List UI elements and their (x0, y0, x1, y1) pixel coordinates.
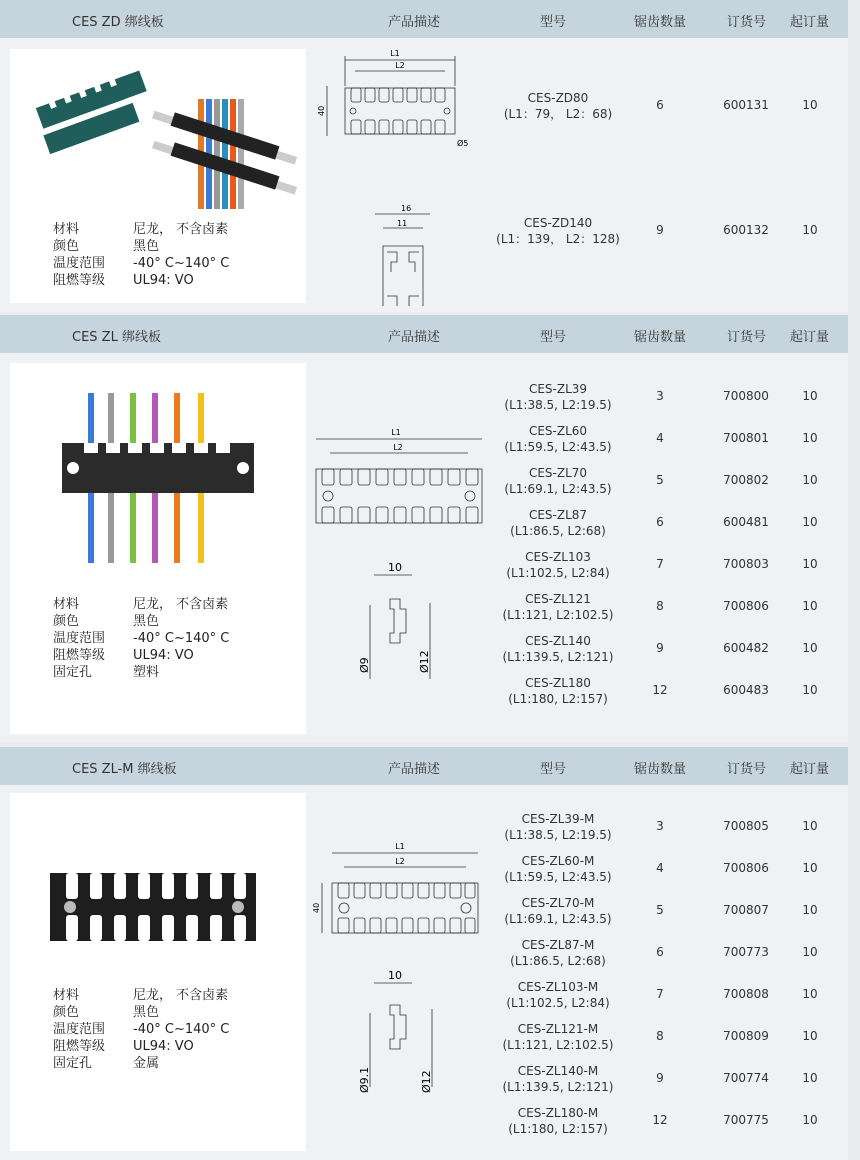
spec-row: 颜色 黑色 (53, 239, 160, 254)
teeth-count: 3 (656, 389, 664, 403)
technical-drawing (310, 837, 490, 1137)
order-number: 700809 (723, 1029, 769, 1043)
model-cell (478, 675, 638, 707)
min-order-qty: 10 (802, 1071, 818, 1085)
model-name: CES-ZL39 (528, 382, 588, 396)
spec-list (53, 987, 229, 1072)
col-order: 订货号 (727, 762, 767, 777)
model-cell (478, 549, 638, 581)
order-number: 700773 (723, 945, 769, 959)
dim-height: 40 (312, 902, 321, 913)
dim-l1: L1 (390, 49, 400, 58)
teeth-count: 4 (656, 431, 664, 445)
min-order-qty: 10 (802, 683, 818, 697)
spec-list (53, 221, 229, 289)
model-dims: (L1:180, L2:157) (508, 1122, 608, 1136)
spec-row: 温度范围 -40° C~140° C (53, 631, 230, 646)
dim-w1: 16 (401, 204, 412, 213)
order-number: 700775 (723, 1113, 769, 1127)
dim-d2: Ø12 (420, 1070, 433, 1093)
min-order-qty: 10 (802, 431, 818, 445)
model-name: CES-ZL87 (528, 508, 588, 522)
dim-width: 10 (388, 561, 402, 574)
min-order-qty: 10 (802, 987, 818, 1001)
col-moq: 起订量 (790, 330, 830, 345)
model-dims: (L1:102.5, L2:84) (506, 566, 610, 580)
model-name: CES-ZL70 (528, 466, 588, 480)
dim-d1: Ø9 (358, 657, 371, 673)
teeth-count: 5 (656, 473, 664, 487)
teeth-count: 7 (656, 987, 664, 1001)
spec-row: 颜色 黑色 (53, 614, 160, 629)
model-cell (478, 465, 638, 497)
spec-row: 材料 尼龙， 不含卤素 (53, 222, 229, 237)
dim-l1: L1 (391, 428, 401, 437)
model-dims: (L1:38.5, L2:19.5) (504, 398, 612, 412)
model-name: CES-ZL180 (525, 676, 591, 690)
section-body-zl (0, 353, 848, 742)
dim-hole: Ø5 (457, 139, 469, 148)
min-order-qty: 10 (802, 819, 818, 833)
model-dims: (L1:86.5, L2:68) (510, 524, 606, 538)
spec-row: 材料 尼龙， 不含卤素 (53, 597, 229, 612)
col-model: 型号 (540, 762, 567, 777)
dim-width: 10 (388, 969, 402, 982)
order-number: 700808 (723, 987, 769, 1001)
teeth-count: 5 (656, 903, 664, 917)
order-number: 700800 (723, 389, 769, 403)
spec-row: 材料 尼龙， 不含卤素 (53, 988, 229, 1003)
section-title: CES ZL-M 绑线板 (72, 762, 177, 777)
model-dims: (L1:180, L2:157) (508, 692, 608, 706)
col-teeth: 锯齿数量 (634, 330, 687, 345)
model-name: CES-ZL60-M (521, 854, 595, 868)
model-dims: (L1:59.5, L2:43.5) (504, 870, 612, 884)
model-name: CES-ZL70-M (521, 896, 595, 910)
teeth-count: 8 (656, 1029, 664, 1043)
dim-height: 40 (317, 105, 326, 116)
min-order-qty: 10 (802, 1029, 818, 1043)
cable-tie-plate-illustration (10, 363, 306, 603)
section-title: CES ZD 绑线板 (72, 15, 164, 30)
model-cell (478, 895, 638, 927)
model-name: CES-ZL87-M (521, 938, 595, 952)
model-cell (478, 979, 638, 1011)
dim-d2: Ø12 (418, 650, 431, 673)
section-header-zd (0, 0, 848, 38)
order-number: 700807 (723, 903, 769, 917)
order-number: 700801 (723, 431, 769, 445)
order-number: 600482 (723, 641, 769, 655)
spec-row: 阻燃等级 UL94: VO (53, 1039, 194, 1054)
model-dims: (L1:139.5, L2:121) (502, 1080, 614, 1094)
product-photo (10, 793, 306, 1151)
col-desc: 产品描述 (388, 330, 441, 345)
teeth-count: 6 (656, 945, 664, 959)
min-order-qty: 10 (802, 945, 818, 959)
teeth-count: 6 (656, 515, 664, 529)
dim-l2: L2 (395, 61, 405, 70)
model-name: CES-ZL121-M (517, 1022, 599, 1036)
teeth-count: 9 (656, 1071, 664, 1085)
min-order-qty: 10 (802, 515, 818, 529)
teeth-count: 9 (656, 641, 664, 655)
col-order: 订货号 (727, 330, 767, 345)
model-dims: (L1:139.5, L2:121) (502, 650, 614, 664)
dim-d1: Ø9.1 (358, 1066, 371, 1093)
order-number: 700806 (723, 599, 769, 613)
model-cell (478, 1063, 638, 1095)
model-dims: (L1:69.1, L2:43.5) (504, 482, 612, 496)
model-cell (478, 937, 638, 969)
model-dims: (L1:102.5, L2:84) (506, 996, 610, 1010)
model-cell (478, 507, 638, 539)
model-dims: (L1:38.5, L2:19.5) (504, 828, 612, 842)
model-name: CES-ZL103 (525, 550, 591, 564)
model-dims: (L1:121, L2:102.5) (502, 608, 614, 622)
teeth-count: 3 (656, 819, 664, 833)
model-name: CES-ZL39-M (521, 812, 595, 826)
model-dims: (L1:121, L2:102.5) (502, 1038, 614, 1052)
min-order-qty: 10 (802, 389, 818, 403)
technical-drawing (315, 46, 485, 306)
min-order-qty: 10 (802, 473, 818, 487)
col-model: 型号 (540, 330, 567, 345)
order-number: 700774 (723, 1071, 769, 1085)
model-name: CES-ZL121 (525, 592, 591, 606)
cable-tie-plate-illustration (10, 793, 306, 1013)
col-teeth: 锯齿数量 (634, 15, 687, 30)
spec-row: 颜色 黑色 (53, 1005, 160, 1020)
model-cell (478, 853, 638, 885)
technical-drawing (310, 423, 490, 713)
model-name: CES-ZL140 (525, 634, 591, 648)
teeth-count: 12 (652, 1113, 668, 1127)
model-name: CES-ZL140-M (517, 1064, 599, 1078)
spec-row: 固定孔 金属 (53, 1056, 160, 1071)
model-dims: (L1:86.5, L2:68) (510, 954, 606, 968)
model-cell (478, 381, 638, 413)
spec-row: 固定孔 塑料 (53, 665, 160, 680)
spec-row: 温度范围 -40° C~140° C (53, 1022, 230, 1037)
col-model: 型号 (540, 15, 567, 30)
section-body-zlm (0, 785, 848, 1160)
spec-row: 温度范围 -40° C~140° C (53, 256, 230, 271)
section-title: CES ZL 绑线板 (72, 330, 161, 345)
model-cell (478, 633, 638, 665)
order-number: 700803 (723, 557, 769, 571)
teeth-count: 12 (652, 683, 668, 697)
col-teeth: 锯齿数量 (634, 762, 687, 777)
min-order-qty: 10 (802, 557, 818, 571)
min-order-qty: 10 (802, 903, 818, 917)
spec-row: 阻燃等级 UL94: VO (53, 648, 194, 663)
col-desc: 产品描述 (388, 762, 441, 777)
order-number: 700805 (723, 819, 769, 833)
model-cell (478, 1021, 638, 1053)
section-header-zl (0, 315, 848, 353)
model-cell (478, 591, 638, 623)
col-moq: 起订量 (790, 15, 830, 30)
model-name: CES-ZL180-M (517, 1106, 599, 1120)
col-moq: 起订量 (790, 762, 830, 777)
spec-list (53, 596, 229, 681)
min-order-qty: 10 (802, 861, 818, 875)
col-order: 订货号 (727, 15, 767, 30)
spec-row: 阻燃等级 UL94: VO (53, 273, 194, 288)
order-number: 700802 (723, 473, 769, 487)
model-dims: (L1:69.1, L2:43.5) (504, 912, 612, 926)
section-body-zd: 材料 尼龙， 不含卤素 颜色 黑色 温度范围 -40° C~140° C 阻燃等级 UL94: VO L1 L2 40 Ø5 16 11 CES-ZD80 (L1：79， L2：68) 6 600131 10 CES-ZD140 (L1：139， L2：128) 9 600132 10 (0, 38, 848, 312)
min-order-qty: 10 (802, 599, 818, 613)
model-dims: (L1:59.5, L2:43.5) (504, 440, 612, 454)
teeth-count: 8 (656, 599, 664, 613)
model-name: CES-ZL103-M (517, 980, 599, 994)
model-cell (478, 423, 638, 455)
order-number: 600481 (723, 515, 769, 529)
dim-l2: L2 (393, 443, 403, 452)
section-header-zlm (0, 747, 848, 785)
dim-l1: L1 (395, 842, 405, 851)
col-desc: 产品描述 (388, 15, 441, 30)
order-number: 600483 (723, 683, 769, 697)
model-name: CES-ZL60 (528, 424, 588, 438)
model-cell (478, 811, 638, 843)
dim-w2: 11 (397, 219, 408, 228)
min-order-qty: 10 (802, 1113, 818, 1127)
model-cell (478, 1105, 638, 1137)
min-order-qty: 10 (802, 641, 818, 655)
teeth-count: 7 (656, 557, 664, 571)
teeth-count: 4 (656, 861, 664, 875)
order-number: 700806 (723, 861, 769, 875)
dim-l2: L2 (395, 857, 405, 866)
